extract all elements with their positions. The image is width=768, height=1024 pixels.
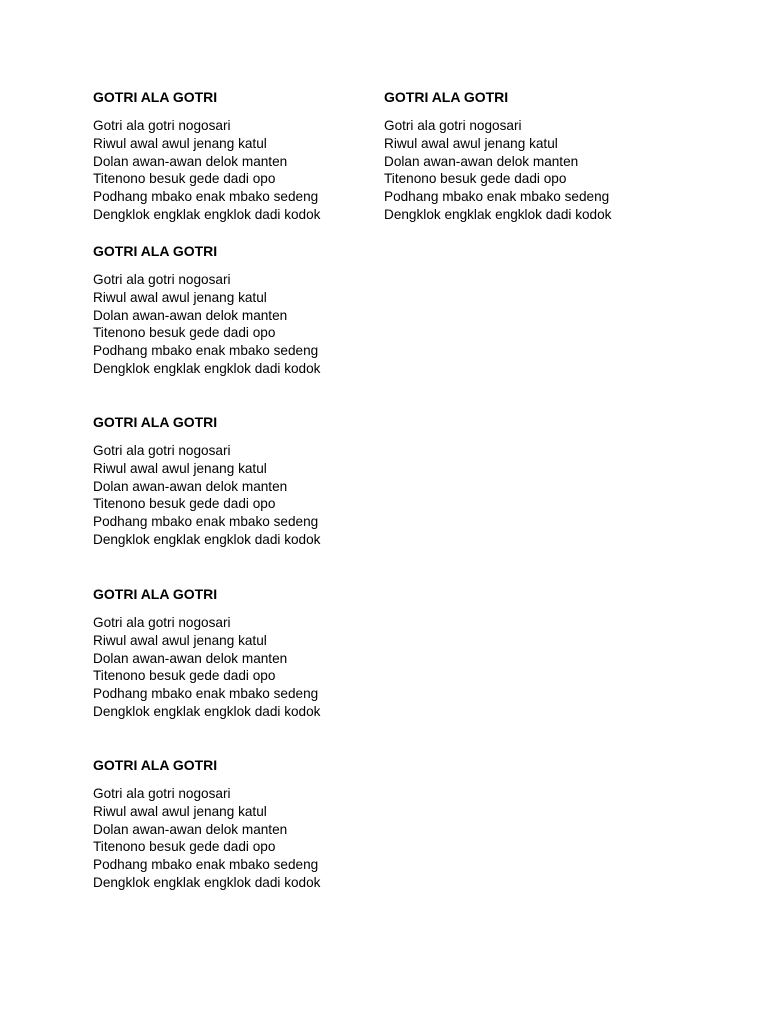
lyrics-lines <box>384 117 654 224</box>
lyrics-lines <box>93 614 363 721</box>
lyric-line: Dolan awan-awan delok manten <box>93 821 288 837</box>
lyric-line: Dolan awan-awan delok manten <box>93 650 288 666</box>
lyric-line: Dengklok engklak engklok dadi kodok <box>93 206 321 222</box>
lyric-line: Riwul awal awul jenang katul <box>93 289 267 305</box>
lyric-line: Dengklok engklak engklok dadi kodok <box>93 703 321 719</box>
lyric-line: Gotri ala gotri nogosari <box>93 786 231 801</box>
lyrics-title: GOTRI ALA GOTRI <box>93 243 218 259</box>
lyrics-lines <box>93 785 363 892</box>
lyrics-block <box>93 756 363 892</box>
lyric-line: Titenono besuk gede dadi opo <box>93 171 276 187</box>
lyric-line: Podhang mbako enak mbako sedeng <box>93 514 319 530</box>
lyrics-lines <box>93 271 363 378</box>
lyric-line: Podhang mbako enak mbako sedeng <box>93 189 319 205</box>
lyrics-title: GOTRI ALA GOTRI <box>384 89 509 105</box>
lyric-line: Dolan awan-awan delok manten <box>93 478 288 494</box>
lyric-line: Riwul awal awul jenang katul <box>93 135 267 151</box>
lyrics-block <box>384 88 654 224</box>
lyric-line: Dolan awan-awan delok manten <box>93 307 288 323</box>
lyric-line: Riwul awal awul jenang katul <box>93 632 267 648</box>
lyrics-title: GOTRI ALA GOTRI <box>93 414 218 430</box>
lyrics-lines <box>93 442 363 549</box>
lyric-line: Podhang mbako enak mbako sedeng <box>93 686 319 702</box>
lyrics-title: GOTRI ALA GOTRI <box>93 757 218 773</box>
lyric-line: Podhang mbako enak mbako sedeng <box>93 857 319 873</box>
lyric-line: Titenono besuk gede dadi opo <box>93 668 276 684</box>
lyrics-title: GOTRI ALA GOTRI <box>93 89 218 105</box>
lyric-line: Titenono besuk gede dadi opo <box>93 839 276 855</box>
lyric-line: Titenono besuk gede dadi opo <box>93 496 276 512</box>
lyric-line: Gotri ala gotri nogosari <box>384 118 522 133</box>
lyrics-lines <box>93 117 363 224</box>
lyric-line: Dengklok engklak engklok dadi kodok <box>93 874 321 890</box>
lyric-line: Riwul awal awul jenang katul <box>384 135 558 151</box>
lyric-line: Podhang mbako enak mbako sedeng <box>93 343 319 359</box>
lyric-line: Titenono besuk gede dadi opo <box>384 171 567 187</box>
lyric-line: Titenono besuk gede dadi opo <box>93 325 276 341</box>
lyric-line: Dengklok engklak engklok dadi kodok <box>384 206 612 222</box>
lyric-line: Dolan awan-awan delok manten <box>384 153 579 169</box>
lyric-line: Riwul awal awul jenang katul <box>93 803 267 819</box>
lyric-line: Podhang mbako enak mbako sedeng <box>384 189 610 205</box>
lyrics-block <box>93 88 363 224</box>
lyric-line: Gotri ala gotri nogosari <box>93 615 231 630</box>
lyrics-block <box>93 242 363 378</box>
lyrics-title: GOTRI ALA GOTRI <box>93 586 218 602</box>
lyrics-block <box>93 585 363 721</box>
lyric-line: Dengklok engklak engklok dadi kodok <box>93 360 321 376</box>
lyric-line: Gotri ala gotri nogosari <box>93 118 231 133</box>
lyrics-block <box>93 413 363 549</box>
lyric-line: Gotri ala gotri nogosari <box>93 443 231 458</box>
lyric-line: Dolan awan-awan delok manten <box>93 153 288 169</box>
lyric-line: Riwul awal awul jenang katul <box>93 460 267 476</box>
lyric-line: Gotri ala gotri nogosari <box>93 272 231 287</box>
lyric-line: Dengklok engklak engklok dadi kodok <box>93 531 321 547</box>
